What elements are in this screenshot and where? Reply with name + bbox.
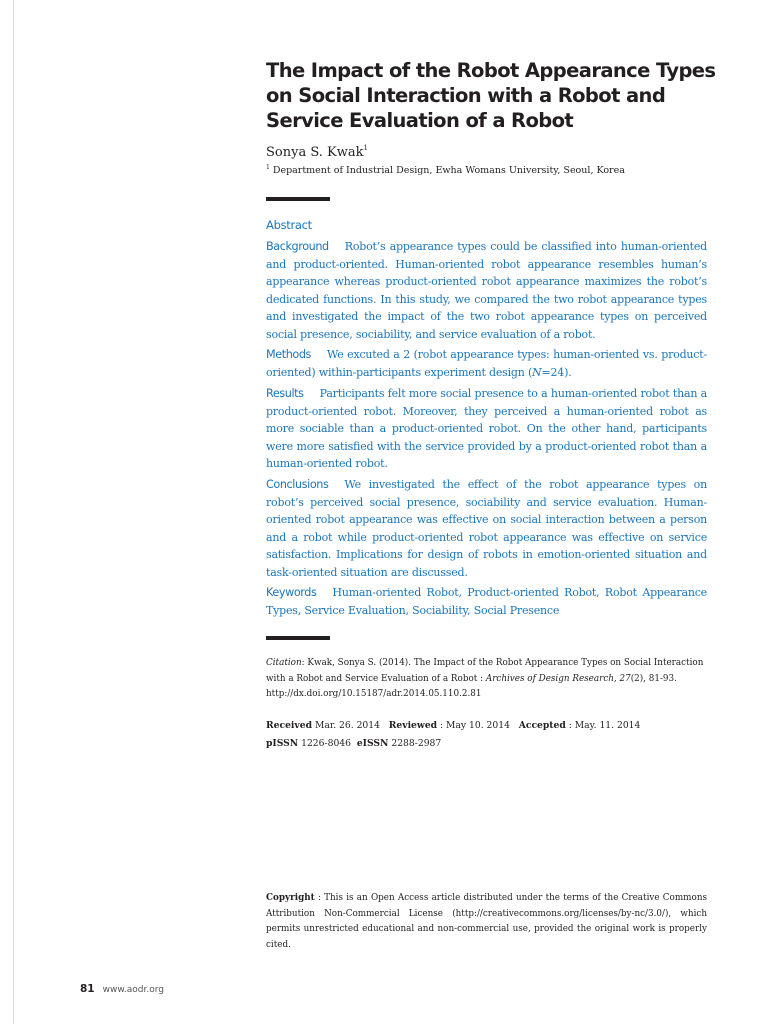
section-divider-bottom [266,636,330,640]
received-label: Received [266,720,313,731]
accepted-date: : May. 11. 2014 [565,720,641,731]
page-margin-rule [13,0,14,1024]
publication-dates [266,717,640,752]
abstract-heading: Abstract [266,218,312,232]
paper-title: The Impact of the Robot Appearance Types on Social Interaction with a Robot and Service Evaluation of a Robot [266,59,716,132]
affiliation-superscript: 1 [266,164,270,171]
keywords-text: Human-oriented Robot, Product-oriented Robot, Robot Appearance Types, Service Evaluation, Sociability, Social Presence [266,586,707,617]
received-date: Mar. 26. 2014 [312,720,380,731]
accepted-label: Accepted [518,720,566,731]
abstract-conclusions [266,476,707,582]
reviewed-label: Reviewed [388,720,438,731]
copyright-label: Copyright [266,893,315,903]
author-superscript: 1 [363,144,368,152]
eissn-label: eISSN [356,737,389,749]
methods-label: Methods [266,348,311,361]
citation-doi-link[interactable]: http://dx.doi.org/10.15187/adr.2014.05.110.2.81 [266,689,482,699]
conclusions-text: We investigated the effect of the robot appearance types on robot’s perceived social presence, sociability and service evaluation. Human-oriented robot appearance was effective on social interaction between a person and a robot while product-oriented robot appearance was effective on service satisfaction. Implications for design of robots in emotion-oriented situation and task-oriented situation are discussed. [266,478,707,579]
background-label: Background [266,240,329,253]
citation-label: Citation [266,658,302,668]
background-text: Robot’s appearance types could be classified into human-oriented and product-oriented. Human-oriented robot appearance resembles human’s appearance whereas product-oriented robot appearance maximizes the robot’s dedicated functions. In this study, we compared the two robot appearance types and investigated the impact of the two robot appearance types on perceived social presence, sociability, and service evaluation of a robot. [266,240,707,341]
page-footer [80,983,164,995]
pissn-label: pISSN [266,737,299,749]
results-label: Results [266,387,304,400]
page-number: 81 [80,983,95,995]
citation-text: : Kwak, Sonya S. (2014). The Impact of the Robot Appearance Types on Social Interaction with a Robot and Service Evaluation of a Robot : [266,658,704,684]
abstract-results [266,385,707,473]
affiliation [266,164,625,176]
citation [266,656,707,703]
author-name: Sonya S. Kwak [266,145,364,160]
abstract-keywords [266,584,707,619]
methods-text: We excuted a 2 (robot appearance types: human-oriented vs. product-oriented) within-participants experiment design ( [266,348,707,379]
copyright-text: : This is an Open Access article distributed under the terms of the Creative Commons Attribution Non-Commercial License (http://creativecommons.org/licenses/by-nc/3.0/), which permits unrestricted educational and non-commercial use, provided the original work is properly cited. [266,893,707,950]
methods-italic-n: N [532,365,542,379]
results-text: Participants felt more social presence to a human-oriented robot than a product-oriented robot. Moreover, they perceived a human-oriented robot as more sociable than a product-oriented robot. On the other hand, participants were more satisfied with the service provided by a product-oriented robot than a human-oriented robot. [266,387,707,471]
site-link[interactable]: www.aodr.org [102,985,164,995]
citation-issue: (2), 81-93. [630,673,677,684]
copyright-notice [266,891,707,953]
citation-journal: Archives of Design Research, 27 [485,673,631,684]
conclusions-label: Conclusions [266,478,329,491]
methods-text-end: =24). [541,365,572,379]
abstract-background [266,238,707,344]
pissn-value: 1226-8046 [298,737,351,749]
affiliation-text: Department of Industrial Design, Ewha Womans University, Seoul, Korea [272,165,625,176]
keywords-label: Keywords [266,586,317,599]
section-divider-top [266,197,330,201]
abstract-methods [266,346,707,381]
reviewed-date: : May 10. 2014 [437,720,510,731]
author [266,144,368,160]
eissn-value: 2288-2987 [388,737,442,749]
